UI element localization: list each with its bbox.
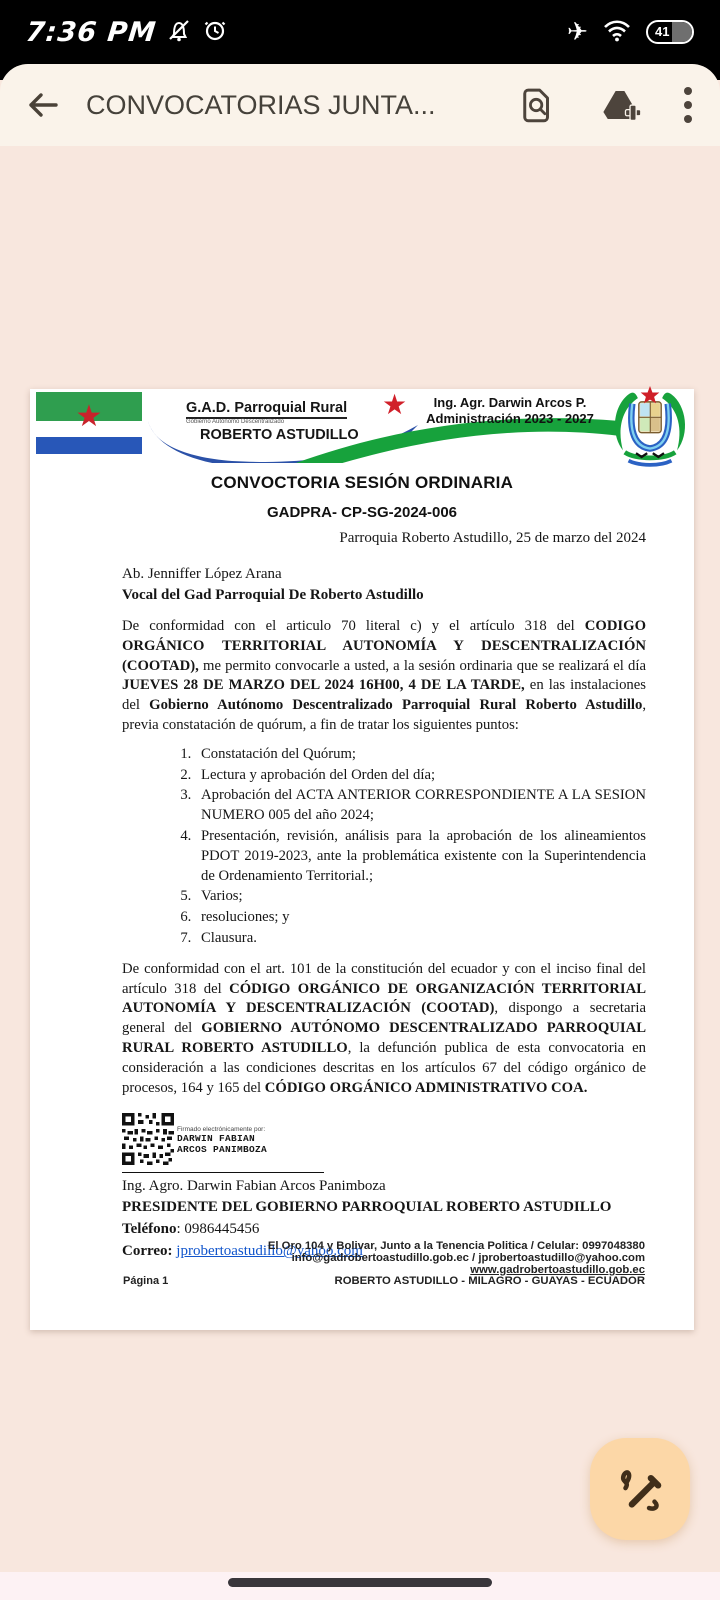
letterhead-footer bbox=[268, 1241, 645, 1288]
find-in-document-icon[interactable] bbox=[516, 84, 558, 126]
battery-indicator bbox=[646, 20, 694, 44]
status-right bbox=[567, 17, 694, 48]
email-link[interactable]: jprobertoastudillo@yahoo.com bbox=[176, 1243, 363, 1260]
signature-qr-name: ARCOS PANIMBOZA bbox=[177, 1144, 268, 1156]
footer-emails: info@gadrobertoastudillo.gob.ec / jprobertoastudillo@yahoo.com bbox=[291, 1251, 645, 1264]
overflow-menu-icon[interactable] bbox=[682, 85, 694, 125]
status-bar-content bbox=[0, 0, 720, 64]
signature-pen-icon bbox=[611, 1460, 669, 1518]
system-navigation-area bbox=[0, 1572, 720, 1600]
flag-star-icon: ★ bbox=[75, 400, 103, 433]
signature-qr-caption bbox=[177, 1126, 267, 1155]
signature-qr-name: DARWIN FABIAN bbox=[177, 1133, 256, 1145]
back-button[interactable] bbox=[26, 90, 60, 120]
letterhead-star-icon: ★ bbox=[382, 389, 408, 420]
flag-stripe-blue bbox=[36, 437, 142, 454]
parish-coat-of-arms bbox=[608, 385, 692, 471]
airplane-mode-icon: ✈ bbox=[567, 17, 588, 46]
signature-qr-label: Firmado electrónicamente por: bbox=[177, 1126, 266, 1134]
document-scroll-area[interactable] bbox=[0, 146, 720, 1572]
agenda-list bbox=[122, 745, 646, 949]
org-name: G.A.D. Parroquial Rural bbox=[186, 400, 347, 419]
agenda-item: 5. Varios; bbox=[195, 887, 646, 907]
edit-signature-fab[interactable] bbox=[590, 1438, 690, 1540]
document-page bbox=[30, 389, 694, 1330]
gesture-bar[interactable] bbox=[228, 1578, 492, 1587]
agenda-item: 4. Presentación, revisión, análisis para la aprobación de los alineamientos PDOT 2019-2023, ante la problemática existente con la Superintendencia de Ordenamiento Territorial.; bbox=[195, 827, 646, 886]
letterhead bbox=[30, 389, 694, 467]
paragraph-legal: De conformidad con el art. 101 de la constitución del ecuador y con el inciso final del artículo 318 del CÓDIGO ORGÁNICO DE ORGANIZACIÓN TERRITORIAL AUTONOMÍA Y DESCENTRALIZACIÓN (COOTAD), dispongo a secretaria general del GOBIERNO AUTÓNOMO DESCENTRALIZADO PARROQUIAL RURAL ROBERTO ASTUDILLO, la defunción publica de esta convocatoria en consideración a las condiciones descritas en los artículos 67 del código orgánico de procesos, 164 y 165 del CÓDIGO ORGÁNICO ADMINISTRATIVO COA. bbox=[122, 960, 647, 1096]
battery-empty-segment bbox=[672, 22, 692, 42]
mute-icon bbox=[166, 17, 192, 48]
org-name-block bbox=[186, 399, 376, 443]
alarm-icon bbox=[202, 17, 228, 48]
official-name: Ing. Agr. Darwin Arcos P. bbox=[433, 395, 587, 410]
wifi-icon bbox=[602, 17, 632, 48]
official-term: Administración 2023 - 2027 bbox=[426, 410, 594, 426]
status-left bbox=[26, 17, 228, 48]
signature-line bbox=[122, 1172, 324, 1173]
footer-website: www.gadrobertoastudillo.gob.ec bbox=[470, 1263, 645, 1276]
agenda-item: 6. resoluciones; y bbox=[195, 908, 646, 928]
org-locality: ROBERTO ASTUDILLO bbox=[200, 427, 359, 443]
org-subtext: Gobierno Autónomo Descentralizado bbox=[186, 419, 285, 425]
official-block bbox=[418, 395, 602, 426]
app-bar-actions bbox=[516, 84, 694, 126]
signature-qr-code bbox=[122, 1113, 174, 1165]
status-time: 7:36 PM bbox=[24, 16, 158, 48]
date-line: Parroquia Roberto Astudillo, 25 de marzo del 2024 bbox=[339, 530, 646, 546]
document-code: GADPRA- CP-SG-2024-006 bbox=[266, 504, 458, 521]
app-bar bbox=[0, 64, 720, 146]
agenda-item: 3. Aprobación del ACTA ANTERIOR CORRESPONDIENTE A LA SESION NUMERO 005 del año 2024; bbox=[195, 786, 646, 826]
footer-address: El Oro 104 y Bolivar, Junto a la Tenencia Politica / Celular: 0997048380 bbox=[267, 1240, 645, 1252]
paragraph-convocation: De conformidad con el articulo 70 literal c) y el artículo 318 del CODIGO ORGÁNICO TERRITORIAL AUTONOMÍA Y DESCENTRALIZACIÓN (COOTAD), me permito convocarle a usted, a la sesión ordinaria que se realizará el día JUEVES 28 DE MARZO DEL 2024 16H00, 4 DE LA TARDE, en las instalaciones del Gobierno Autónomo Descentralizado Parroquial Rural Roberto Astudillo, previa constatación de quórum, a fin de tratar los siguientes puntos: bbox=[122, 618, 646, 733]
battery-percent: 41 bbox=[655, 24, 670, 39]
agenda-item: 1. Constatación del Quórum; bbox=[195, 745, 646, 765]
addressee-name: Ab. Jenniffer López Arana bbox=[122, 566, 282, 582]
page-number-label: Página 1 bbox=[123, 1275, 169, 1287]
document-body bbox=[122, 530, 646, 1262]
document-title-bar: CONVOCATORIAS JUNTA... bbox=[86, 89, 436, 120]
addressee-role: Vocal del Gad Parroquial De Roberto Astudillo bbox=[122, 587, 424, 603]
signatory-name: Ing. Agro. Darwin Fabian Arcos Panimboza bbox=[122, 1178, 386, 1195]
add-to-drive-icon[interactable] bbox=[598, 84, 642, 126]
phone-line: Teléfono: 0986445456 bbox=[122, 1221, 260, 1238]
email-line: Correo: jprobertoastudillo@yahoo.com bbox=[122, 1243, 363, 1260]
signatory-role: PRESIDENTE DEL GOBIERNO PARROQUIAL ROBERTO ASTUDILLO bbox=[122, 1199, 612, 1216]
electronic-signature-block bbox=[122, 1113, 646, 1165]
document-title: CONVOCTORIA SESIÓN ORDINARIA bbox=[210, 473, 514, 492]
agenda-item: 7. Clausura. bbox=[195, 929, 646, 949]
agenda-item: 2. Lectura y aprobación del Orden del día; bbox=[195, 766, 646, 786]
parish-flag bbox=[36, 392, 142, 454]
footer-location: ROBERTO ASTUDILLO - MILAGRO - GUAYAS - ECUADOR bbox=[334, 1275, 645, 1288]
addressee-block bbox=[122, 564, 646, 606]
